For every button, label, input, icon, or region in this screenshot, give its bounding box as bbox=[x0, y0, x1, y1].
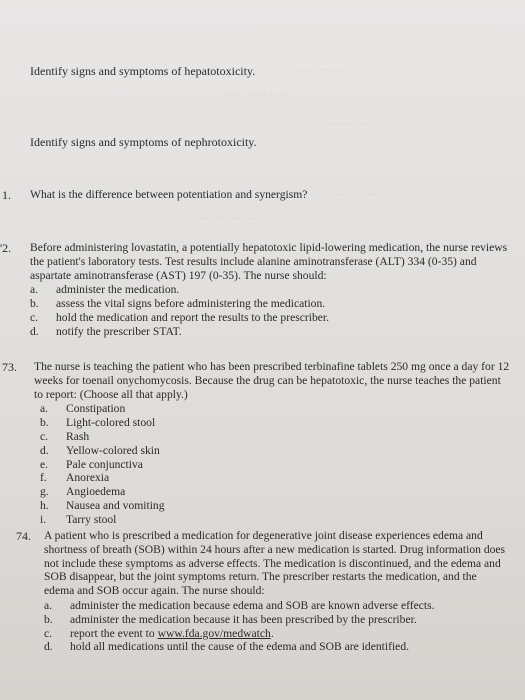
option-text: Tarry stool bbox=[66, 512, 117, 526]
answer-option[interactable] bbox=[40, 402, 512, 416]
option-text: Constipation bbox=[66, 402, 126, 416]
option-text: Pale conjunctiva bbox=[66, 457, 143, 471]
option-text: administer the medication because it has been prescribed by the prescriber. bbox=[70, 612, 417, 626]
question-73-options bbox=[40, 402, 512, 526]
question-71-stem: What is the difference between potentiation and synergism? bbox=[30, 188, 308, 201]
option-text: hold the medication and report the results to the prescriber. bbox=[56, 310, 330, 324]
question-72-options bbox=[30, 283, 512, 338]
option-letter: i. bbox=[40, 512, 47, 526]
answer-option[interactable] bbox=[40, 416, 512, 430]
option-letter: a. bbox=[30, 283, 39, 297]
answer-option[interactable] bbox=[30, 283, 512, 297]
report-suffix: . bbox=[270, 626, 274, 640]
option-text: assess the vital signs before administering the medication. bbox=[56, 297, 326, 311]
report-prefix: report the event to bbox=[70, 626, 158, 640]
option-letter: e. bbox=[40, 457, 49, 471]
answer-option[interactable] bbox=[40, 499, 512, 513]
medwatch-link[interactable]: www.fda.gov/medwatch bbox=[157, 626, 271, 640]
question-72-number: '2. bbox=[0, 241, 12, 255]
option-letter: d. bbox=[44, 640, 53, 654]
bleed-through-text: — · ~ — · — · bbox=[200, 212, 267, 224]
option-text: hold all medications until the cause of the edema and SOB are identified. bbox=[70, 640, 410, 654]
question-72-stem: Before administering lovastatin, a potentially hepatotoxic lipid-lowering medication, the nurse reviews the patient's laboratory tests. Test results include alanine aminotransferase (ALT) 334 (0-35) and aspartate aminotransferase (AST) 197 (0-35). The nurse should: bbox=[30, 241, 508, 282]
answer-option[interactable] bbox=[40, 485, 512, 499]
option-text: Rash bbox=[66, 429, 90, 443]
option-letter: b. bbox=[30, 297, 39, 311]
question-73-number: 73. bbox=[2, 360, 17, 374]
answer-option[interactable] bbox=[40, 444, 512, 458]
option-letter: b. bbox=[44, 612, 53, 626]
option-letter: f. bbox=[40, 471, 47, 485]
question-73 bbox=[34, 360, 512, 527]
option-text bbox=[70, 627, 508, 641]
answer-option[interactable] bbox=[44, 599, 508, 613]
option-letter: c. bbox=[40, 429, 49, 443]
answer-option[interactable] bbox=[44, 613, 508, 627]
question-74 bbox=[44, 529, 508, 654]
option-text: notify the prescriber STAT. bbox=[56, 324, 182, 338]
question-71 bbox=[30, 188, 500, 202]
answer-option[interactable] bbox=[44, 640, 508, 654]
option-letter: g. bbox=[40, 485, 49, 499]
option-text: administer the medication. bbox=[56, 283, 180, 297]
answer-option[interactable] bbox=[30, 311, 512, 325]
option-text: Angioedema bbox=[66, 485, 126, 499]
question-74-options bbox=[44, 599, 508, 654]
bleed-through-text: — · ~ — · bbox=[300, 64, 347, 76]
answer-option[interactable] bbox=[30, 297, 512, 311]
bleed-through-text: ~ — · — · bbox=[330, 118, 377, 130]
question-72 bbox=[30, 241, 512, 339]
objective-nephrotoxicity: Identify signs and symptoms of nephrotoxicity. bbox=[30, 135, 257, 149]
answer-option[interactable] bbox=[44, 627, 508, 641]
objective-hepatotoxicity: Identify signs and symptoms of hepatotoxicity. bbox=[30, 64, 256, 78]
option-text: Yellow-colored skin bbox=[66, 443, 160, 457]
option-text: Nausea and vomiting bbox=[66, 498, 165, 512]
answer-option[interactable] bbox=[40, 513, 512, 527]
question-71-number: 1. bbox=[2, 188, 11, 202]
bleed-through-text: · — · — ~ · — bbox=[220, 88, 287, 100]
bleed-through-text: · — ~ · — bbox=[330, 188, 377, 200]
option-text: Anorexia bbox=[66, 471, 110, 485]
option-letter: h. bbox=[40, 498, 49, 512]
option-letter: c. bbox=[30, 310, 39, 324]
option-letter: a. bbox=[40, 402, 49, 416]
answer-option[interactable] bbox=[40, 471, 512, 485]
option-text: Light-colored stool bbox=[66, 416, 156, 430]
answer-option[interactable] bbox=[40, 458, 512, 472]
question-74-stem: A patient who is prescribed a medication for degenerative joint disease experiences edema and shortness of breath (SOB) within 24 hours after a new medication is started. Drug information does not include these symptoms as adverse effects. The medication is discontinued, and the edema and SOB disappear, but the joint symptoms return. The prescriber restarts the medication, and the edema and SOB occur again. The nurse should: bbox=[44, 529, 506, 598]
answer-option[interactable] bbox=[30, 325, 512, 339]
option-letter: b. bbox=[40, 416, 49, 430]
option-letter: d. bbox=[30, 324, 39, 338]
option-letter: d. bbox=[40, 443, 49, 457]
option-text: administer the medication because edema and SOB are known adverse effects. bbox=[70, 598, 435, 612]
option-letter: a. bbox=[44, 598, 53, 612]
question-74-number: 74. bbox=[16, 529, 31, 543]
question-73-stem: The nurse is teaching the patient who has been prescribed terbinafine tablets 250 mg once a day for 12 weeks for toenail onychomycosis. Because the drug can be hepatotoxic, the nurse teaches the patient to report: (Choose all that apply.) bbox=[34, 360, 510, 401]
answer-option[interactable] bbox=[40, 430, 512, 444]
option-letter: c. bbox=[44, 626, 53, 640]
